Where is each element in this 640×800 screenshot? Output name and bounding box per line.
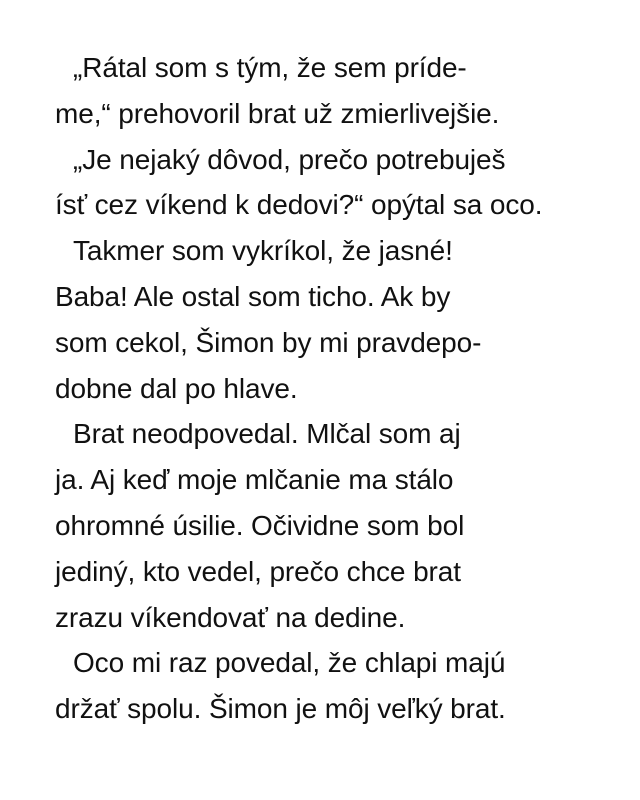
text-line: ja. Aj keď moje mlčanie ma stálo bbox=[55, 464, 454, 496]
text-line: dobne dal po hlave. bbox=[55, 372, 298, 404]
text-line: jediný, kto vedel, prečo chce brat bbox=[55, 555, 461, 587]
text-line: Oco mi raz povedal, že chlapi majú bbox=[73, 647, 506, 679]
text-line: „Rátal som s tým, že sem príde- bbox=[73, 52, 467, 83]
text-line: „Je nejaký dôvod, prečo potrebuješ bbox=[73, 143, 506, 175]
text-line: me,“ prehovoril brat už zmierlivejšie. bbox=[55, 97, 500, 129]
paragraph bbox=[55, 411, 600, 640]
text-line: zrazu víkendovať na dedine. bbox=[55, 601, 406, 633]
text-line: som cekol, Šimon by mi pravdepo- bbox=[55, 326, 482, 358]
paragraph bbox=[55, 640, 600, 732]
text-line: Baba! Ale ostal som ticho. Ak by bbox=[55, 280, 451, 312]
text-line: Takmer som vykríkol, že jasné! bbox=[73, 235, 453, 267]
text-line: ohromné úsilie. Očividne som bol bbox=[55, 509, 465, 541]
paragraph bbox=[55, 45, 600, 137]
text-line: ísť cez víkend k dedovi?“ opýtal sa oco. bbox=[55, 189, 543, 221]
text-line: držať spolu. Šimon je môj veľký brat. bbox=[55, 693, 506, 725]
paragraph bbox=[55, 228, 600, 411]
text-line: Brat neodpovedal. Mlčal som aj bbox=[73, 418, 461, 450]
paragraph bbox=[55, 137, 600, 229]
